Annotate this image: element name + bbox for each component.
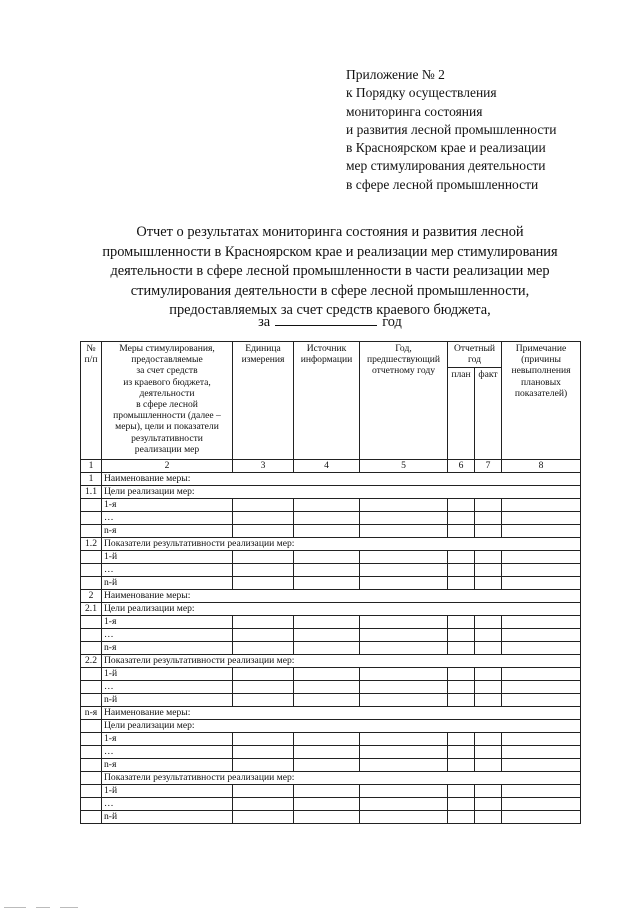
scan-mark (36, 907, 50, 908)
row-number (81, 681, 102, 694)
empty-cell (448, 668, 475, 681)
row-number (81, 642, 102, 655)
empty-cell (502, 681, 581, 694)
empty-cell (502, 785, 581, 798)
header-line: отчетному году (371, 365, 436, 377)
column-number: 3 (233, 460, 294, 473)
empty-cell (502, 616, 581, 629)
table-row (81, 642, 581, 655)
empty-cell (233, 811, 294, 824)
period-blank (275, 313, 377, 326)
empty-cell (294, 551, 360, 564)
row-number (81, 668, 102, 681)
table-row (81, 694, 581, 707)
empty-cell (360, 733, 448, 746)
row-number (81, 746, 102, 759)
empty-cell (502, 759, 581, 772)
header-line: информации (300, 354, 353, 366)
scan-mark (4, 907, 26, 908)
empty-cell (502, 642, 581, 655)
row-number: 2.2 (81, 655, 102, 668)
empty-cell (294, 733, 360, 746)
row-label: … (102, 746, 233, 759)
section-row (81, 538, 581, 551)
empty-cell (233, 616, 294, 629)
row-label: Показатели результативности реализации мер: (102, 655, 581, 668)
row-label: Цели реализации мер: (102, 603, 581, 616)
row-label: n-я (102, 759, 233, 772)
row-number: n-я (81, 707, 102, 720)
title-line: стимулирования деятельности в сфере лесной промышленности, (130, 282, 530, 299)
period-prefix: за (258, 314, 271, 330)
empty-cell (294, 642, 360, 655)
empty-cell (233, 499, 294, 512)
table-row (81, 759, 581, 772)
title-line: деятельности в сфере лесной промышленности в части реализации мер (110, 263, 550, 280)
empty-cell (294, 681, 360, 694)
header-line: результативности (131, 432, 203, 444)
header-report-year (448, 342, 502, 368)
empty-cell (294, 512, 360, 525)
appendix-line: мер стимулирования деятельности (346, 158, 546, 174)
section-row (81, 590, 581, 603)
appendix-line: Приложение № 2 (346, 67, 445, 82)
empty-cell (233, 733, 294, 746)
empty-cell (233, 577, 294, 590)
row-number: 2 (81, 590, 102, 603)
section-row (81, 655, 581, 668)
header-line: плановых (521, 376, 561, 388)
empty-cell (294, 499, 360, 512)
row-number: 2.1 (81, 603, 102, 616)
row-number (81, 772, 102, 785)
row-number (81, 694, 102, 707)
empty-cell (360, 551, 448, 564)
empty-cell (475, 733, 502, 746)
empty-cell (294, 564, 360, 577)
row-label: n-я (102, 642, 233, 655)
table-row (81, 798, 581, 811)
empty-cell (502, 564, 581, 577)
header-line: (причины (521, 354, 561, 366)
header-line: деятельности (139, 387, 195, 399)
empty-cell (448, 577, 475, 590)
section-row (81, 707, 581, 720)
table-row (81, 811, 581, 824)
appendix-line: в сфере лесной промышленности (346, 176, 539, 192)
empty-cell (448, 564, 475, 577)
empty-cell (502, 694, 581, 707)
table-row (81, 512, 581, 525)
empty-cell (502, 512, 581, 525)
row-label: Наименование меры: (102, 590, 581, 603)
scan-mark (60, 907, 78, 908)
row-number (81, 798, 102, 811)
table-row (81, 629, 581, 642)
table-row (81, 733, 581, 746)
empty-cell (502, 577, 581, 590)
report-table (80, 341, 581, 824)
section-row (81, 603, 581, 616)
empty-cell (360, 681, 448, 694)
row-label: Показатели результативности реализации мер: (102, 538, 581, 551)
empty-cell (360, 798, 448, 811)
appendix-header (346, 66, 556, 194)
header-line: невыполнения (511, 365, 571, 377)
section-row (81, 486, 581, 499)
empty-cell (233, 759, 294, 772)
row-label: n-й (102, 577, 233, 590)
row-label: n-й (102, 694, 233, 707)
empty-cell (360, 746, 448, 759)
empty-cell (502, 798, 581, 811)
empty-cell (233, 525, 294, 538)
column-number: 1 (81, 460, 102, 473)
title-line: Отчет о результатах мониторинга состояния и развития лесной (136, 224, 524, 240)
row-label: … (102, 564, 233, 577)
empty-cell (360, 564, 448, 577)
header-line: промышленности (далее – (113, 410, 221, 422)
empty-cell (294, 629, 360, 642)
empty-cell (502, 811, 581, 824)
empty-cell (475, 499, 502, 512)
empty-cell (448, 681, 475, 694)
row-label: … (102, 629, 233, 642)
column-number: 5 (360, 460, 448, 473)
empty-cell (294, 811, 360, 824)
header-num (81, 342, 102, 460)
row-label: Наименование меры: (102, 707, 581, 720)
row-label: … (102, 798, 233, 811)
empty-cell (360, 759, 448, 772)
header-plan: план (448, 368, 475, 460)
row-number (81, 720, 102, 733)
row-label: n-й (102, 811, 233, 824)
table-row (81, 616, 581, 629)
empty-cell (502, 525, 581, 538)
empty-cell (475, 577, 502, 590)
empty-cell (233, 629, 294, 642)
report-body (81, 473, 581, 824)
empty-cell (233, 798, 294, 811)
empty-cell (294, 759, 360, 772)
empty-cell (475, 616, 502, 629)
empty-cell (294, 694, 360, 707)
appendix-line: к Порядку осуществления (346, 85, 497, 101)
section-row (81, 473, 581, 486)
empty-cell (233, 551, 294, 564)
row-number: 1.1 (81, 486, 102, 499)
empty-cell (294, 668, 360, 681)
row-label: … (102, 681, 233, 694)
empty-cell (475, 629, 502, 642)
report-period (60, 313, 600, 331)
row-number (81, 785, 102, 798)
empty-cell (448, 746, 475, 759)
empty-cell (448, 616, 475, 629)
row-label: n-я (102, 525, 233, 538)
header-line: показателей) (514, 387, 568, 399)
empty-cell (502, 551, 581, 564)
empty-cell (233, 642, 294, 655)
empty-cell (475, 564, 502, 577)
section-row (81, 720, 581, 733)
header-measures (102, 342, 233, 460)
row-number (81, 551, 102, 564)
column-number: 2 (102, 460, 233, 473)
report-title (60, 223, 600, 321)
empty-cell (360, 811, 448, 824)
appendix-line: и развития лесной промышленности (346, 121, 557, 137)
row-label: 1-й (102, 785, 233, 798)
empty-cell (233, 668, 294, 681)
empty-cell (448, 811, 475, 824)
header-fact: факт (475, 368, 502, 460)
header-prev-year (360, 342, 448, 460)
table-row (81, 785, 581, 798)
row-label: … (102, 512, 233, 525)
empty-cell (233, 564, 294, 577)
empty-cell (448, 759, 475, 772)
header-note (502, 342, 581, 460)
empty-cell (502, 499, 581, 512)
empty-cell (448, 512, 475, 525)
empty-cell (360, 512, 448, 525)
row-label: 1-й (102, 551, 233, 564)
row-number (81, 525, 102, 538)
empty-cell (360, 694, 448, 707)
empty-cell (502, 668, 581, 681)
row-label: 1-я (102, 733, 233, 746)
empty-cell (502, 733, 581, 746)
row-label: Цели реализации мер: (102, 720, 581, 733)
header-line: в сфере лесной (136, 399, 198, 411)
header-source (294, 342, 360, 460)
period-suffix: год (382, 314, 402, 330)
row-number (81, 616, 102, 629)
empty-cell (360, 577, 448, 590)
appendix-line: в Красноярском крае и реализации (346, 140, 546, 156)
empty-cell (233, 512, 294, 525)
empty-cell (233, 681, 294, 694)
row-label: 1-я (102, 499, 233, 512)
header-line: предоставляемые (131, 354, 203, 366)
empty-cell (448, 499, 475, 512)
empty-cell (360, 525, 448, 538)
row-number (81, 499, 102, 512)
empty-cell (448, 551, 475, 564)
row-number: 1.2 (81, 538, 102, 551)
column-numbers-row (81, 460, 581, 473)
header-line: Примечание (515, 343, 567, 354)
section-row (81, 772, 581, 785)
column-number: 7 (475, 460, 502, 473)
title-line: предоставляемых за счет средств краевого бюджета, (169, 302, 491, 319)
empty-cell (475, 694, 502, 707)
header-line: год (467, 354, 482, 366)
empty-cell (475, 642, 502, 655)
header-line: Год, (395, 343, 412, 354)
header-line: Источник (306, 343, 347, 354)
empty-cell (448, 694, 475, 707)
empty-cell (360, 499, 448, 512)
empty-cell (448, 525, 475, 538)
title-line: промышленности в Красноярском крае и реализации мер стимулирования (102, 243, 558, 260)
row-number (81, 564, 102, 577)
empty-cell (294, 746, 360, 759)
empty-cell (448, 642, 475, 655)
table-row (81, 499, 581, 512)
row-number: 1 (81, 473, 102, 486)
empty-cell (502, 629, 581, 642)
row-label: Цели реализации мер: (102, 486, 581, 499)
empty-cell (294, 525, 360, 538)
empty-cell (360, 785, 448, 798)
header-line: Отчетный (453, 343, 496, 354)
table-row (81, 681, 581, 694)
empty-cell (502, 746, 581, 759)
empty-cell (360, 668, 448, 681)
table-row (81, 525, 581, 538)
header-line: реализации мер (134, 443, 200, 455)
appendix-line: мониторинга состояния (346, 103, 483, 119)
table-row (81, 668, 581, 681)
empty-cell (294, 798, 360, 811)
empty-cell (475, 668, 502, 681)
empty-cell (475, 746, 502, 759)
column-number: 4 (294, 460, 360, 473)
empty-cell (475, 551, 502, 564)
empty-cell (475, 811, 502, 824)
header-unit (233, 342, 294, 460)
header-line: Единица (245, 343, 281, 354)
header-line: измерения (241, 354, 285, 366)
empty-cell (448, 733, 475, 746)
empty-cell (475, 681, 502, 694)
empty-cell (294, 577, 360, 590)
table-row (81, 551, 581, 564)
row-number (81, 629, 102, 642)
column-number: 8 (502, 460, 581, 473)
header-line: за счет средств (136, 365, 198, 377)
empty-cell (294, 616, 360, 629)
empty-cell (233, 785, 294, 798)
table-row (81, 577, 581, 590)
header-line: п/п (84, 354, 98, 366)
empty-cell (448, 785, 475, 798)
row-number (81, 811, 102, 824)
empty-cell (360, 616, 448, 629)
row-label: Наименование меры: (102, 473, 581, 486)
header-line: Меры стимулирования, (119, 343, 215, 354)
row-label: 1-я (102, 616, 233, 629)
empty-cell (233, 694, 294, 707)
empty-cell (475, 525, 502, 538)
column-number: 6 (448, 460, 475, 473)
row-label: Показатели результативности реализации мер: (102, 772, 581, 785)
row-number (81, 733, 102, 746)
empty-cell (475, 759, 502, 772)
empty-cell (475, 512, 502, 525)
empty-cell (233, 746, 294, 759)
row-number (81, 577, 102, 590)
empty-cell (360, 642, 448, 655)
empty-cell (475, 785, 502, 798)
empty-cell (448, 629, 475, 642)
row-label: 1-й (102, 668, 233, 681)
header-line: из краевого бюджета, (123, 376, 211, 388)
empty-cell (360, 629, 448, 642)
header-line: № (86, 343, 96, 354)
header-line: меры), цели и показатели (115, 421, 219, 433)
row-number (81, 759, 102, 772)
header-line: предшествующий (366, 354, 441, 366)
empty-cell (475, 798, 502, 811)
empty-cell (294, 785, 360, 798)
empty-cell (448, 798, 475, 811)
table-row (81, 746, 581, 759)
row-number (81, 512, 102, 525)
table-row (81, 564, 581, 577)
